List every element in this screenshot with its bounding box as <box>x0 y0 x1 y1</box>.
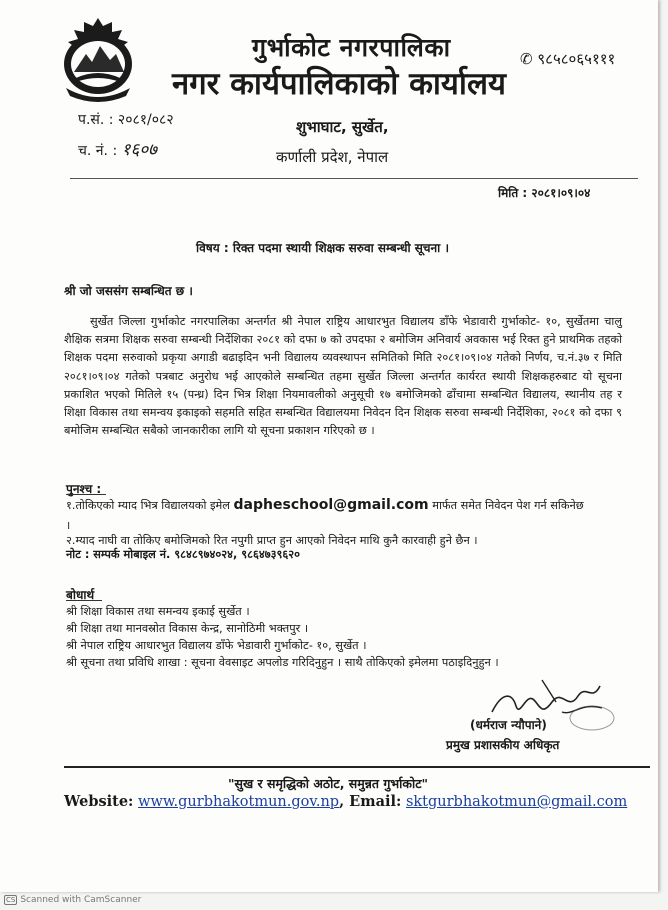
phone-number <box>520 49 615 69</box>
letter-subject: विषय : रिक्त पदमा स्थायी शिक्षक सरुवा सम्बन्धी सूचना । <box>196 241 449 255</box>
website-label: Website: <box>64 793 134 810</box>
cc-underline <box>66 600 102 601</box>
postscript-underline <box>66 494 106 495</box>
letter-body: सुर्खेत जिल्ला गुर्भाकोट नगरपालिका अन्तर्गत श्री नेपाल राष्ट्रिय आधारभुत विद्यालय डाँफे भेडावारी गुर्भाकोट- १०, सुर्खेतमा चालु शैक्षिक सत्रमा शिक्षक सरुवा सम्बन्धी निर्देशिका २०८१ को दफा ७ को उपदफा २ बमोजिम अनिवार्य अवकास भई रिक्त हुने प्राथमिक तहको शिक्षक पदमा सरुवाको प्रकृया अगाडी बढाइदिन भनी विद्यालय व्यवस्थापन समितिको मिति २०८१।०९।०४ गतेको निर्णय, च.नं.३७ र मिति २०८१।०९।०४ गतेको पत्रबाट अनुरोध भई आएकोले सम्बन्धित तहमा सुर्खेत जिल्ला अन्तर्गत कार्यरत स्थायी शिक्षकहरुबाट यो सूचना प्रकाशित भएको मितिले १५ (पन्ध्र) दिन भित्र शिक्षा नियमावलीको अनुसूची १७ बमोजिमको ढाँचामा सम्बन्धित विद्यालय, स्थानीय तह र शिक्षा विकास तथा समन्वय इकाइको सहमति सहित सम्बन्धित विद्यालयमा निवेदन दिन शिक्षक सरुवा सम्बन्धी निर्देशिका, २०८१ को दफा ९ बमोजिम सम्बन्धित सबैको जानकारीका लागि यो सूचना प्रकाशन गरिएको छ । <box>64 315 622 438</box>
scanner-text: Scanned with CamScanner <box>20 895 142 905</box>
footer-contact <box>64 793 627 810</box>
reference-number: प.सं. : २०८१/०८२ <box>78 112 174 128</box>
municipality-emblem-logo <box>60 16 136 102</box>
footer-divider <box>64 766 650 768</box>
postscript-1-text: १.तोकिएको म्याद भित्र विद्यालयको इमेल <box>66 499 230 512</box>
postscript-title: पुनश्च : <box>66 482 102 496</box>
phone-icon: ✆ <box>520 50 533 68</box>
letter-date: मिति : २०८१।०९।०४ <box>498 186 591 200</box>
cc-title: बोधार्थ <box>66 588 95 602</box>
salutation: श्री जो जससंग सम्बन्धित छ । <box>64 284 193 298</box>
address-line-1: शुभाघाट, सुर्खेत, <box>296 118 389 136</box>
dispatch-label: च. नं. : <box>78 143 118 159</box>
cc-item: श्री नेपाल राष्ट्रिय आधारभुत विद्यालय डाँफे भेडावारी गुर्भाकोट- १०, सुर्खेत । <box>66 639 367 652</box>
dispatch-number <box>78 137 157 160</box>
office-name: नगर कार्यपालिकाको कार्यालय <box>172 66 506 102</box>
header-divider <box>70 178 638 179</box>
website-link[interactable]: www.gurbhakotmun.gov.np <box>138 794 340 810</box>
address-line-2: कर्णाली प्रदेश, नेपाल <box>276 148 389 166</box>
postscript-item-1 <box>66 497 584 513</box>
email-label: , Email: <box>339 793 402 810</box>
scanner-watermark <box>4 895 141 905</box>
school-email: dapheschool@gmail.com <box>233 497 429 513</box>
email-link[interactable]: sktgurbhakotmun@gmail.com <box>405 794 628 810</box>
dispatch-handwritten-value: १६०७ <box>121 140 158 160</box>
camscanner-logo-icon: CS <box>6 896 16 904</box>
contact-note: नोट : सम्पर्क मोबाइल नं. ९८४८९७४०२४, ९८६४७३९६२० <box>66 548 300 561</box>
postscript-1-end: । <box>66 519 71 532</box>
postscript-item-2: २.म्याद नाघी वा तोकिए बमोजिमको रित नपुगी प्राप्त हुन आएको निवेदन माथि कुनै कारवाही हुने छैन । <box>66 534 478 547</box>
postscript-1-text-after: मार्फत समेत निवेदन पेश गर्न सकिनेछ <box>432 499 584 512</box>
cc-item: श्री सूचना तथा प्रविधि शाखा : सूचना वेवसाइट अपलोड गरिदिनुहुन । साथै तोकिएको इमेलमा पठाइदिनुहुन । <box>66 656 499 669</box>
signatory-title: प्रमुख प्रशासकीय अधिकृत <box>446 738 560 752</box>
cc-item: श्री शिक्षा तथा मानवस्रोत विकास केन्द्र, सानोठिमी भक्तपुर । <box>66 622 309 635</box>
cc-item: श्री शिक्षा विकास तथा समन्वय इकाई सुर्खेत । <box>66 605 250 618</box>
phone-value: ९८५८०६५१११ <box>537 50 616 68</box>
municipality-name: गुर्भाकोट नगरपालिका <box>252 33 451 62</box>
footer-slogan: "सुख र समृद्धिको अठोट, समुन्नत गुर्भाकोट" <box>228 776 429 791</box>
signatory-name: (धर्मराज न्यौपाने) <box>470 718 547 732</box>
